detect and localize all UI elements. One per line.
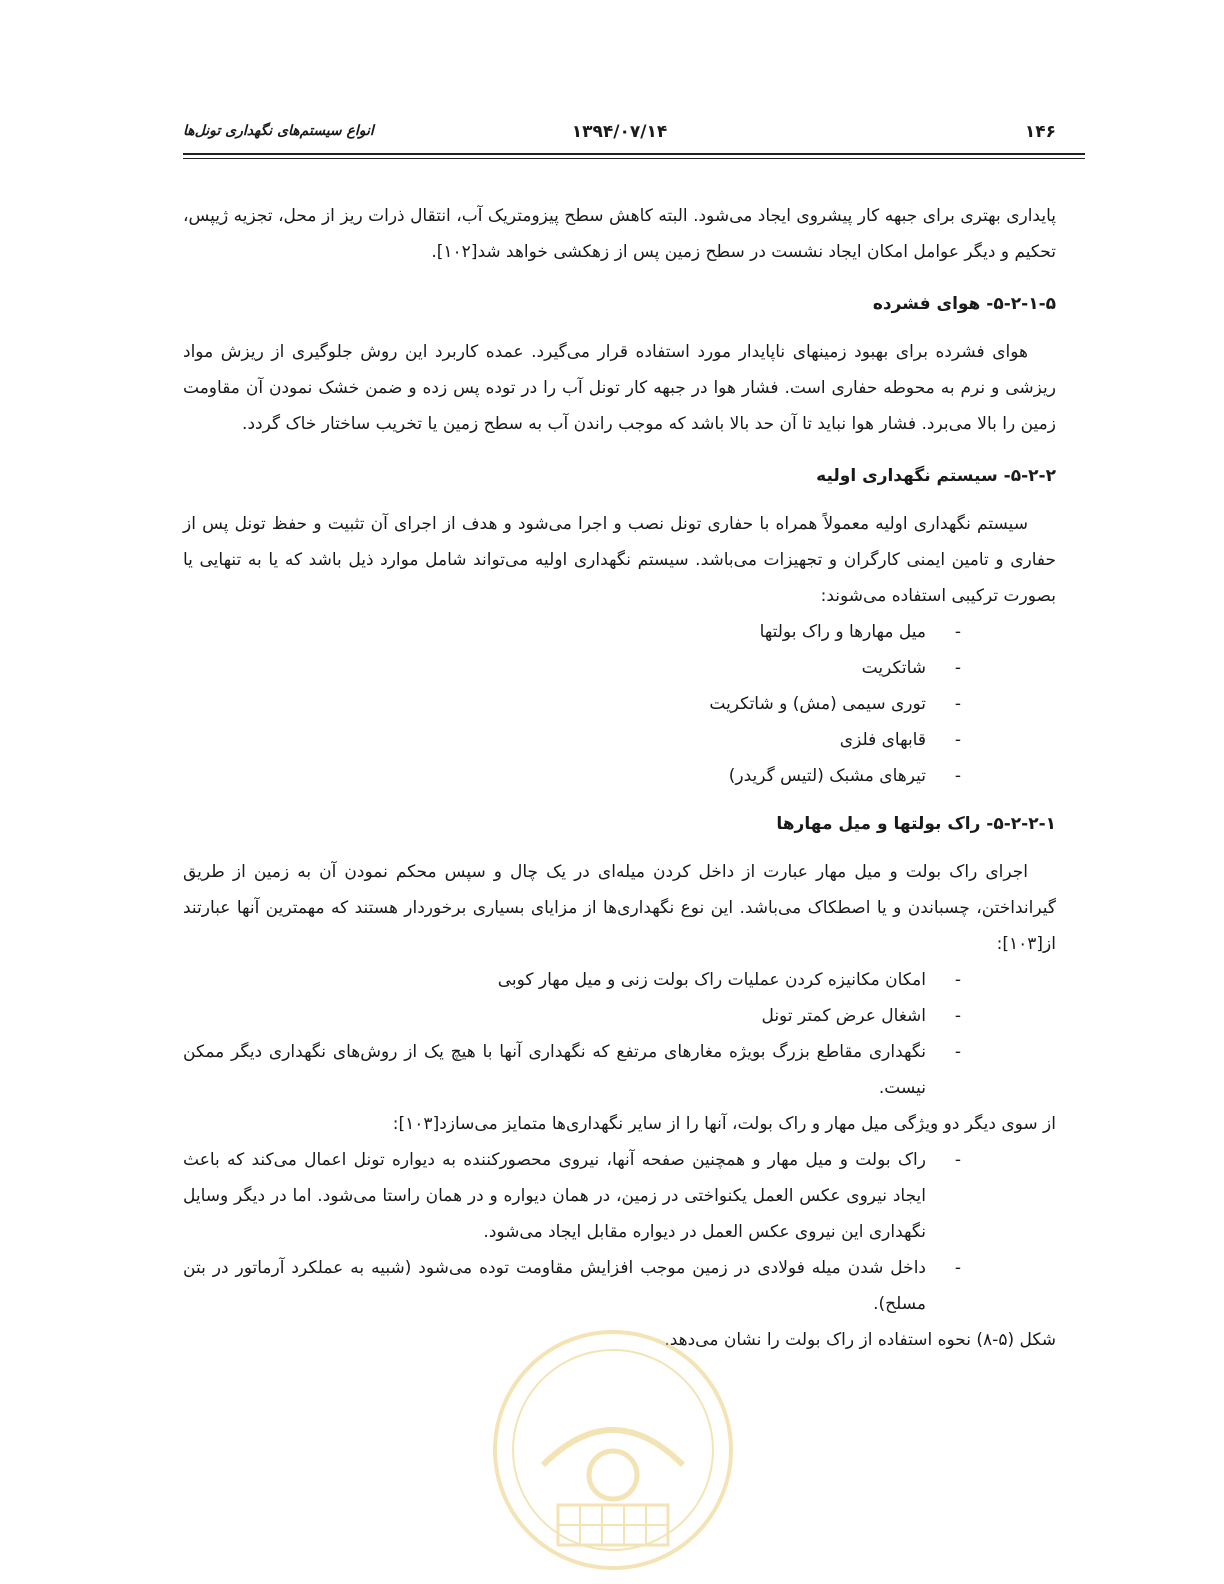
list-item: - اشغال عرض کمتر تونل — [761, 1006, 961, 1026]
figure-reference: شکل (۵-۸) نحوه استفاده از راک بولت را نشان می‌دهد. — [664, 1330, 1056, 1350]
page-number: ۱۴۶ — [1024, 122, 1056, 142]
page-header — [183, 118, 1056, 148]
paragraph-initial-support: سیستم نگهداری اولیه معمولاً همراه با حفاری تونل نصب و اجرا می‌شود و هدف از اجرای آن تثبیت و حفظ تونل پس از حفاری و تامین ایمنی کارگران و تجهیزات می‌باشد. سیستم نگهداری اولیه می‌تواند شامل موارد ذیل باشد که یا به تنهایی یا بصورت ترکیبی استفاده می‌شوند: — [183, 514, 1056, 606]
advantages-list — [183, 962, 1056, 1106]
body-text — [183, 198, 1056, 1358]
paragraph-features-intro: از سوی دیگر دو ویژگی میل مهار و راک بولت، آنها را از سایر نگهداری‌ها متمایز می‌سازد[۱۰۳]: — [392, 1114, 1056, 1134]
list-item: - راک بولت و میل مهار و همچنین صفحه آنها، نیروی محصورکننده به دیواره تونل اعمال می‌کند که باعث ایجاد نیروی عکس العمل یکنواختی در زمین، در همان دیواره و در همان راستا می‌شود. اما در دیگر وسایل نگهداری این نیروی عکس العمل در دیواره مقابل ایجاد می‌شود. — [183, 1150, 961, 1242]
header-date: ۱۳۹۴/۰۷/۱۴ — [571, 122, 668, 142]
list-item: - نگهداری مقاطع بزرگ بویژه مغارهای مرتفع که نگهداری آنها با هیچ یک از روش‌های نگهداری دیگر ممکن نیست. — [183, 1042, 961, 1098]
paragraph-compressed-air: هوای فشرده برای بهبود زمینهای ناپایدار مورد استفاده قرار می‌گیرد. عمده کاربرد این روش جلوگیری از ریزش مواد ریزشی و نرم به محوطه حفاری است. فشار هوا در جبهه کار تونل آب را در توده پس زده و ضمن خشک نمودن آن مقاومت زمین را بالا می‌برد. فشار هوا نباید تا آن حد بالا باشد که موجب راندن آب به سطح زمین یا تخریب ساختار خاک گردد. — [183, 342, 1056, 434]
list-item: - تیرهای مشبک (لتیس گریدر) — [728, 766, 961, 786]
list-item: - قابهای فلزی — [839, 730, 961, 750]
section-heading-compressed-air: ۵-۲-۱-۵- هوای فشرده — [872, 294, 1056, 314]
watermark-arc — [543, 1430, 683, 1465]
list-item: - میل مهارها و راک بولتها — [759, 622, 961, 642]
support-types-list — [183, 614, 1056, 794]
list-item: - شاتکریت — [861, 658, 961, 678]
header-rule-thin — [183, 158, 1085, 159]
list-item: - داخل شدن میله فولادی در زمین موجب افزایش مقاومت توده می‌شود (شبیه به عملکرد آرماتور در بتن مسلح). — [183, 1258, 961, 1314]
features-list — [183, 1142, 1056, 1322]
paragraph-drainage-continued: پایداری بهتری برای جبهه کار پیشروی ایجاد می‌شود. البته کاهش سطح پیزومتریک آب، انتقال ذرات ریز از محل، تجزیه ژیپس، تحکیم و دیگر عوامل امکان ایجاد نشست در سطح زمین پس از زهکشی خواهد شد[۱۰۲]. — [183, 206, 1056, 262]
header-rule-thick — [183, 153, 1085, 155]
running-title: انواع سیستم‌های نگهداری تونل‌ها — [183, 123, 374, 139]
paragraph-rock-bolts: اجرای راک بولت و میل مهار عبارت از داخل کردن میله‌ای در یک چال و سپس محکم نمودن آن به زمین از طریق گیرانداختن، چسباندن و یا اصطکاک می‌باشد. این نوع نگهداری‌ها از مزایای بسیاری برخوردار هستند که مهمترین آنها عبارتند از[۱۰۳]: — [183, 862, 1056, 954]
list-item: - توری سیمی (مش) و شاتکریت — [709, 694, 961, 714]
watermark-seal — [488, 1325, 738, 1575]
watermark-gear — [589, 1451, 637, 1499]
section-heading-initial-support: ۵-۲-۲- سیستم نگهداری اولیه — [816, 466, 1056, 486]
list-item: - امکان مکانیزه کردن عملیات راک بولت زنی و میل مهار کوبی — [497, 970, 961, 990]
section-heading-rock-bolts: ۵-۲-۲-۱- راک بولتها و میل مهارها — [776, 814, 1056, 834]
